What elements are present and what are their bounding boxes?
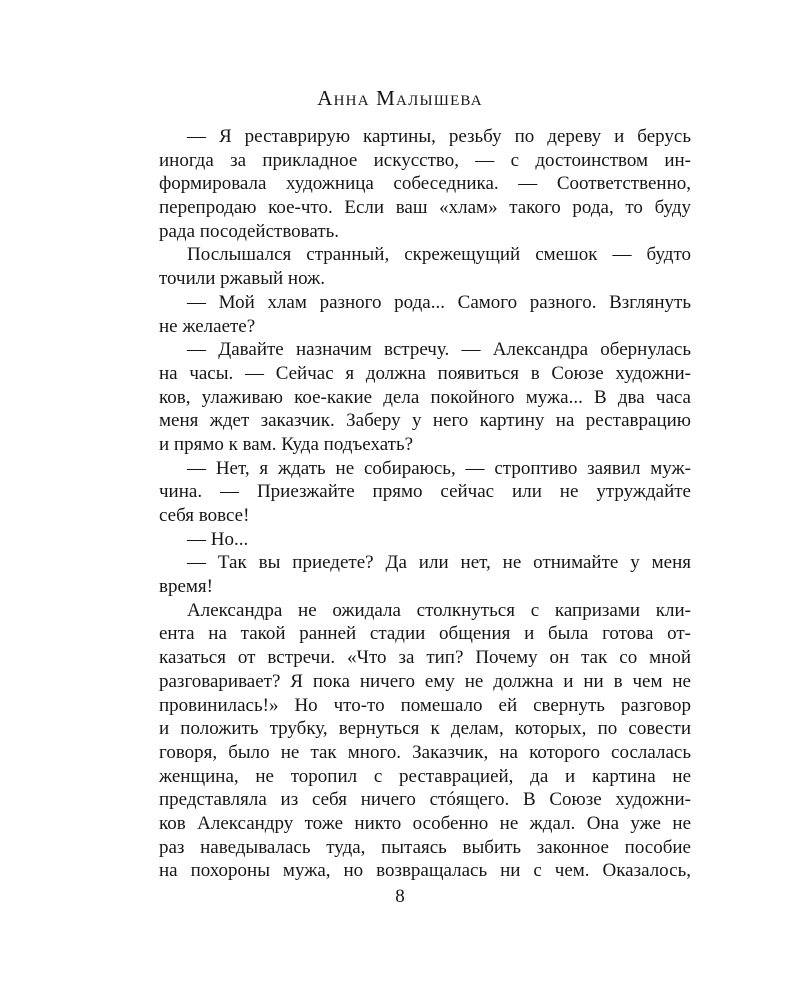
text-line: и положить трубку, вернуться к делам, которых, по совести — [159, 718, 691, 740]
text-line: время! — [159, 576, 213, 598]
text-line: — Так вы приедете? Да или нет, не отнимайте у меня — [187, 552, 691, 574]
text-line: не желаете? — [159, 315, 256, 337]
text-line: рада посодействовать. — [159, 220, 340, 242]
text-line: иногда за прикладное искусство, — с достоинством ин- — [159, 149, 691, 171]
text-line: меня ждет заказчик. Заберу у него картину на реставрацию — [159, 410, 691, 432]
text-line: Александра не ожидала столкнуться с капризами кли- — [187, 599, 691, 621]
text-line: раз наведывалась туда, пытаясь выбить законное пособие — [159, 836, 691, 858]
text-line: точили ржавый нож. — [159, 268, 325, 290]
text-line: — Нет, я ждать не собираюсь, — строптиво заявил муж- — [187, 457, 691, 479]
text-line: перепродаю кое-что. Если ваш «хлам» такого рода, то буду — [159, 197, 691, 219]
page-number: 8 — [395, 886, 405, 907]
text-line: ента на такой ранней стадии общения и была готова от- — [159, 623, 691, 645]
text-line: разговаривает? Я пока ничего ему не должна и ни в чем не — [159, 670, 691, 692]
text-line: себя вовсе! — [159, 505, 250, 526]
text-line: — Давайте назначим встречу. — Александра обернулась — [187, 339, 691, 361]
text-line: представляла из себя ничего стóящего. В Союзе художни- — [159, 789, 691, 811]
body-text — [159, 125, 691, 883]
text-line: ков, улаживаю кое-какие дела покойного мужа... В два часа — [159, 386, 691, 408]
text-line: ков Александру тоже никто особенно не ждал. Она уже не — [159, 812, 691, 834]
text-line: — Но... — [187, 528, 249, 550]
text-line: говоря, было не так много. Заказчик, на которого сослалась — [159, 741, 691, 763]
text-line: — Я реставрирую картины, резьбу по дереву и берусь — [187, 126, 691, 147]
text-line: чина. — Приезжайте прямо сейчас или не утруждайте — [159, 481, 691, 503]
text-line: женщина, не торопил с реставрацией, да и картина не — [159, 765, 691, 787]
text-line: на похороны мужа, но возвращалась ни с чем. Оказалось, — [159, 860, 691, 882]
text-line: провинилась!» Но что-то помешало ей свернуть разговор — [159, 694, 691, 716]
text-line: — Мой хлам разного рода... Самого разного. Взглянуть — [187, 291, 691, 313]
text-line: и прямо к вам. Куда подъехать? — [159, 433, 414, 455]
text-line: на часы. — Сейчас я должна появиться в Союзе художни- — [159, 362, 691, 384]
text-line: казаться от встречи. «Что за тип? Почему он так со мной — [159, 647, 691, 669]
text-line: Послышался странный, скрежещущий смешок — будто — [187, 244, 691, 266]
text-line: формировала художница собеседника. — Соответственно, — [159, 173, 691, 195]
running-header: Анна Малышева — [317, 86, 483, 110]
